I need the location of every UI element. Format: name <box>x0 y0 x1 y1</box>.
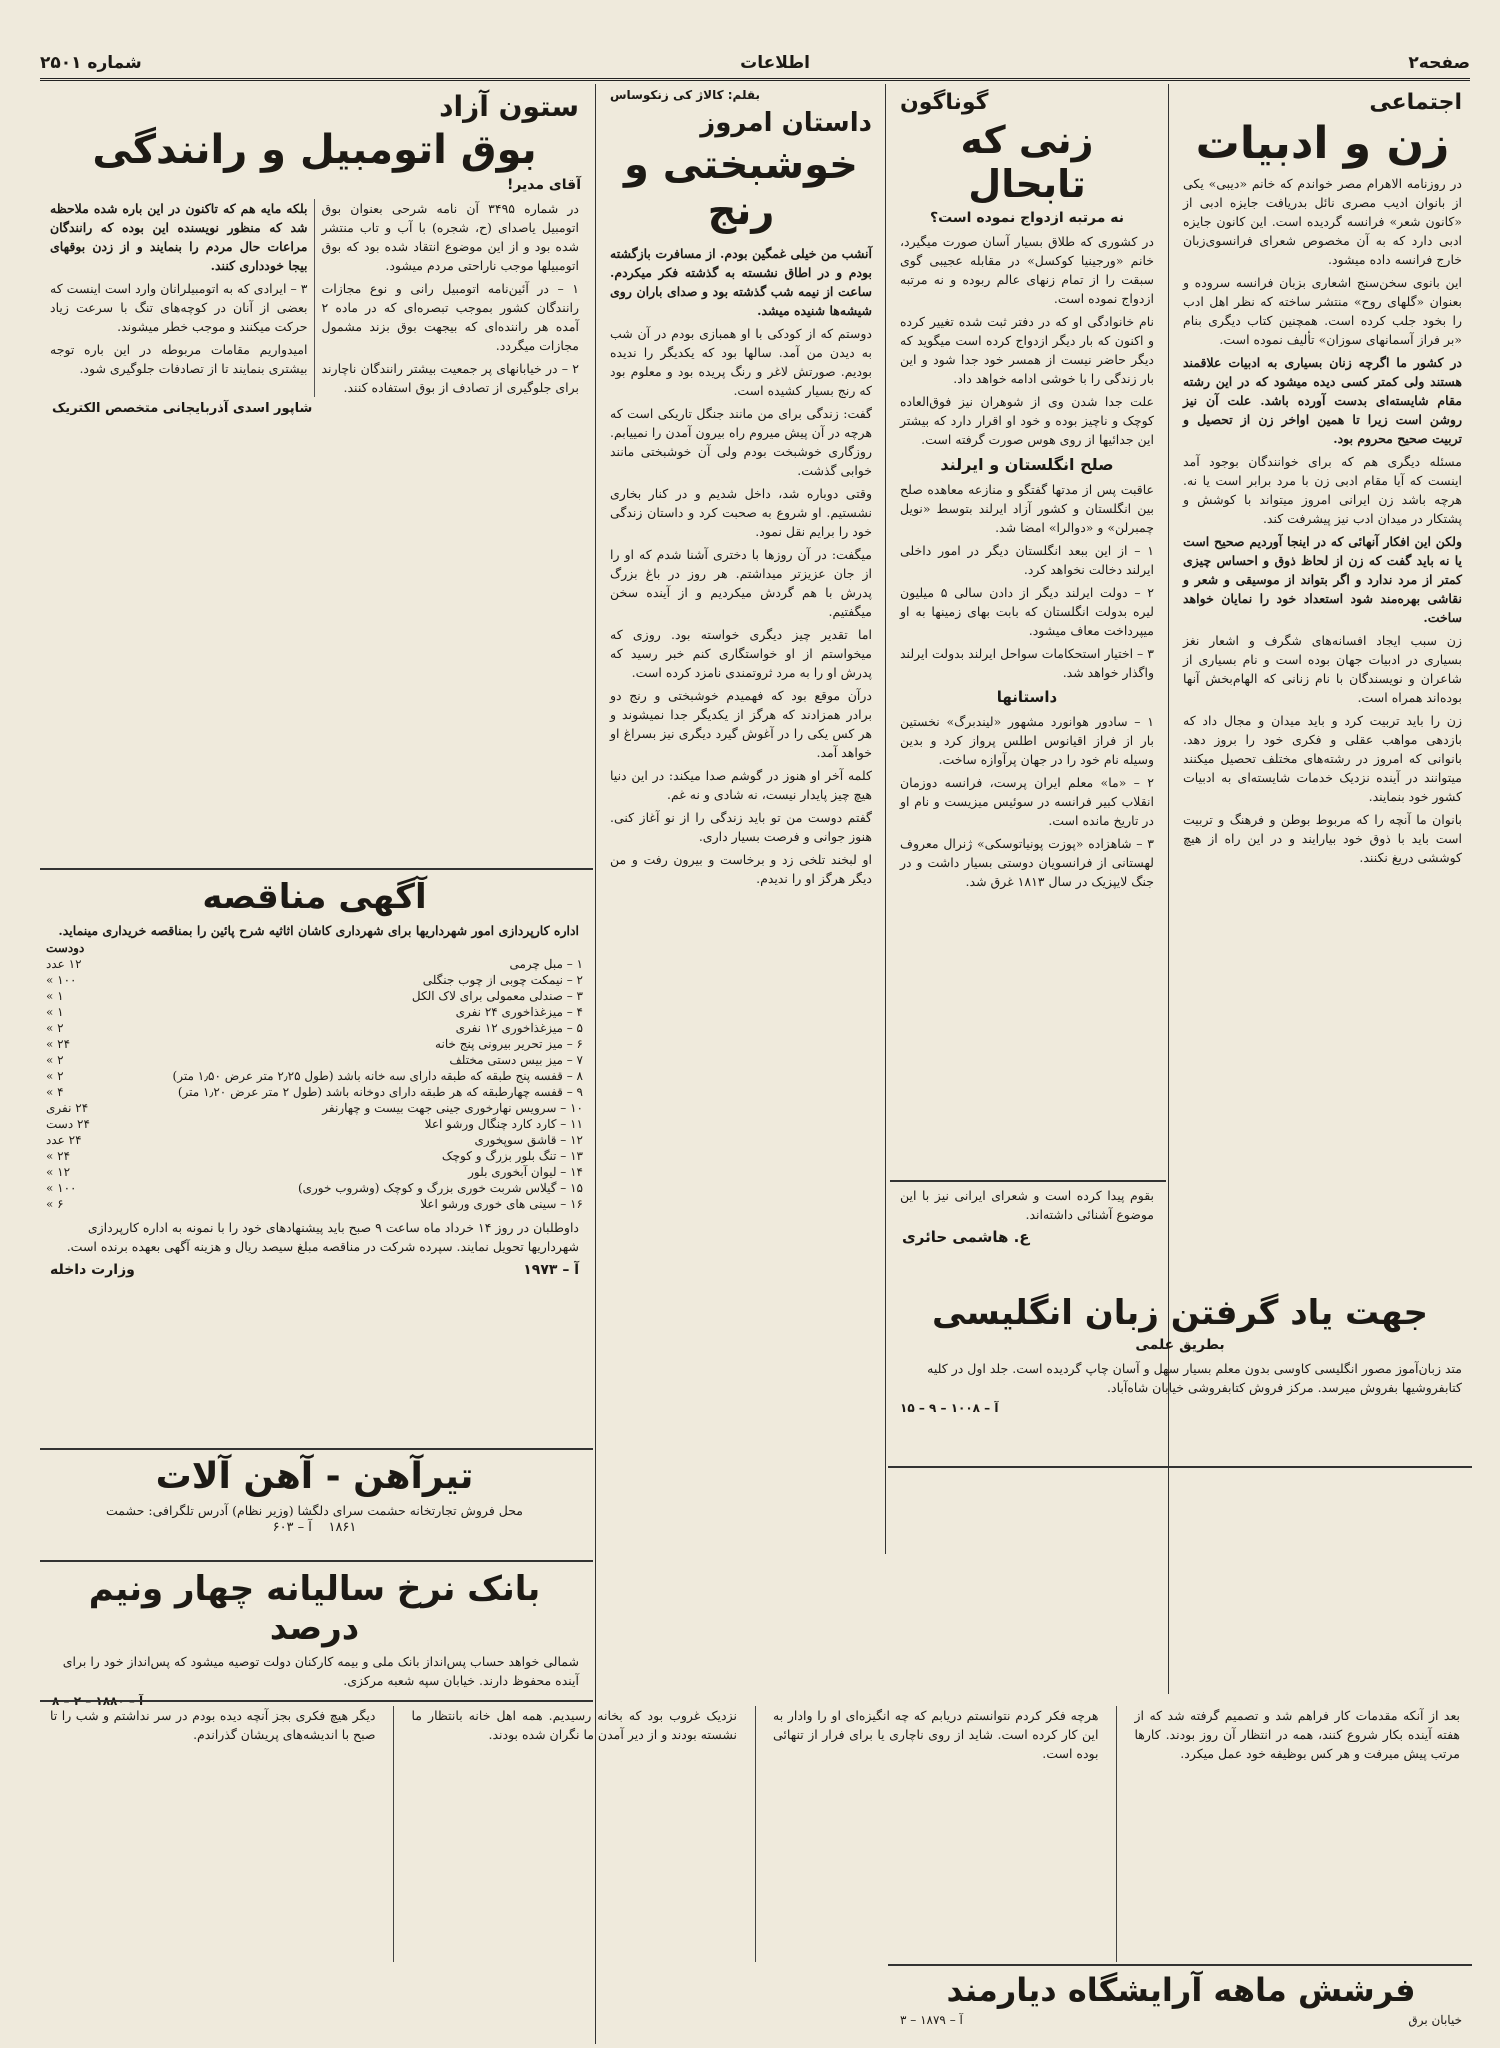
paragraph: وقتی دوباره شد، داخل شدیم و در کنار بخاری نشستیم. او شروع به صحبت کرد و داستان زندگی خود را برایم نقل نمود. <box>610 486 872 539</box>
paragraph: هرچه فکر کردم نتوانستم دریابم که چه انگیزه‌ای او را وادار به این کار کرده است. شاید از روی ناچاری یا برای فرار از تنهائی بوده است. <box>773 1708 1099 1761</box>
column-miscellany-footer <box>892 1186 1162 1286</box>
item-desc: ۱۵ – گیلاس شربت خوری بزرگ و کوچک (وشروب خوری) <box>297 1181 583 1196</box>
article-body <box>900 712 1154 891</box>
issue-label: شماره ۲۵۰۱ <box>40 53 142 73</box>
ad-code: آ – ۶۰۳ <box>272 1520 312 1536</box>
article-subtitle: نه مرتبه ازدواج نموده است؟ <box>929 210 1125 227</box>
paragraph: ولکن این افکار آنهائی که در اینجا آوردیم صحیح است یا نه باید گفت که زن از لحاظ ذوق و احساس چیزی کمتر از مرد ندارد و اگر بتواند از موسیقی و شعر و نقاشی بهره‌مند شود استعداد خود را نمایان خواهد ساخت. <box>1183 533 1462 625</box>
ad-intro: اداره کارپردازی امور شهرداریها برای شهرداری کاشان اثاثیه شرح پائین را بمناقصه خریداری مینماید. <box>58 923 579 939</box>
paragraph: زن را باید تربیت کرد و باید میدان و مجال داد که بازدهی مواهب عقلی و فکری خود را بروز دهد. بانوانی که امروز در رشته‌های مختلف تحصیل میکنند میتوانند در آینده نزدیک خدمات شایسته‌ای به ادبیات کشور خود بنمایند. <box>1183 712 1462 804</box>
paragraph: بعد از آنکه مقدمات کار فراهم شد و تصمیم گرفته شد که از هفته آینده بکار شروع کنند، همه در انتظار آن روز بودند. کارها مرتب پیش میرفت و هر کس بوظیفه خود عمل میکرد. <box>1134 1708 1460 1761</box>
paragraph: در روزنامه الاهرام مصر خواندم که خانم «دیبی» یکی از بانوان ادیب مصری نائل بدریافت جایزه ادبی از «کانون شعر» فرانسه گردیده است. این کانون جایزه ادبی دارد که به آن مخصوص شعرای فرانسوی‌زبان خارج فرانسه داده میشود. <box>1183 175 1462 267</box>
ad-address: خیابان برق <box>1408 2012 1462 2027</box>
masthead <box>40 48 1470 81</box>
section-divider <box>40 868 593 870</box>
ad-code: آ – ۱۹۷۳ <box>523 1262 579 1279</box>
paragraph: علت جدا شدن وی از شوهران نیز فوق‌العاده کوچک و ناچیز بوده و خود او اقرار دارد که بیشتر این جدائیها از روی هوس صورت گرفته است. <box>900 394 1154 448</box>
paragraph: زن سبب ایجاد افسانه‌های شگرف و اشعار نغز بسیاری در ادبیات جهان بوده است و نام بسیاری از شاعران و نویسندگان با نام زنانی که الهام‌بخش آنها بوده‌اند همراه است. <box>1183 632 1462 705</box>
paragraph: او لبخند تلخی زد و برخاست و بیرون رفت و من دیگر هرگز او را ندیدم. <box>610 852 872 886</box>
table-row <box>42 1052 587 1068</box>
section-divider <box>40 1700 593 1702</box>
item-desc: ۳ – صندلی معمولی برای لاک الکل <box>411 989 583 1004</box>
paragraph: آنشب من خیلی غمگین بودم. از مسافرت بازگشته بودم و در اطاق نشسته به گذشته فکر میکردم. ساعت از نیمه شب گذشته بود و صدای باران روی شیشه‌ها شنیده میشد. <box>610 246 872 318</box>
table-row <box>42 956 587 972</box>
story-author: بقلم: کالاژ کی زنکوساس <box>610 88 761 102</box>
paragraph: این بانوی سخن‌سنج اشعاری بزبان فرانسه سروده و بعنوان «گلهای روح» منتشر ساخته که نظر اهل ادب را بخود جلب کرده است. همچنین کتاب دیگری بنام «بر فراز آسمانهای سوزان» تألیف نموده است. <box>1183 274 1462 347</box>
item-desc: ۴ – میزغذاخوری ۲۴ نفری <box>455 1005 583 1020</box>
section-kicker: ستون آزاد <box>439 90 579 123</box>
paragraph: ۳ – شاهزاده «پوزت پونیاتوسکی» ژنرال معروف لهستانی از فرانسویان دوستی بسیار داشت و در جنگ لایپزیک در سال ۱۸۱۳ غرق شد. <box>900 836 1154 890</box>
section-kicker: اجتماعی <box>1369 90 1462 115</box>
ministry-name: وزارت داخله <box>50 1262 135 1279</box>
item-qty: ۲ » <box>46 1069 64 1084</box>
column-free <box>42 84 587 864</box>
item-desc: ۱ – مبل چرمی <box>509 957 583 972</box>
article-title: زن و ادبیات <box>1195 118 1450 169</box>
ad-code: آ – ۱۸۷۹ – ۳ <box>900 2012 963 2027</box>
ad-address: محل فروش تجارتخانه حشمت سرای دلگشا (وزیر نظام) آدرس تلگرافی: حشمت <box>106 1503 523 1519</box>
signature: شاپور اسدی آذربایجانی متخصص الکتریک <box>52 401 313 416</box>
paragraph: دیگر هیچ فکری بجز آنچه دیده بودم در سر نداشتم و شب را تا صبح با اندیشه‌های پریشان گذراندم. <box>50 1708 376 1742</box>
salutation: آقای مدیر! <box>506 177 581 193</box>
ad-code: آ – ۱۰۰۸ – ۹ – ۱۵ <box>900 1401 999 1416</box>
paragraph: ۱ – در آئین‌نامه اتومبیل رانی و نوع مجازات رانندگان کشور بموجب تبصره‌ای که در ماده ۲ آمده هر راننده‌ای که بیجهت بوق بزند مشمول مجازات میگردد. <box>321 281 579 353</box>
paragraph: ۲ – دولت ایرلند دیگر از دادن سالی ۵ میلیون لیره بدولت انگلستان که بابت بهای زمینها به او میپرداخت معاف میشود. <box>900 585 1154 639</box>
item-desc: ۵ – میزغذاخوری ۱۲ نفری <box>455 1021 583 1036</box>
article-title: بوق اتومبیل و رانندگی <box>92 127 537 173</box>
page-label: صفحه۲ <box>1408 53 1470 73</box>
continued-body <box>50 1706 1460 1763</box>
paragraph: در شماره ۳۴۹۵ آن نامه شرحی بعنوان بوق اتومبیل یاصدای (ح، شجره) با آب و تاب منتشر شده بود و از این موضوع انتقاد شده بود که بوق اتومبیلها موجب ناراحتی مردم میشود. <box>321 201 579 273</box>
item-qty: ۴ » <box>46 1085 64 1100</box>
paragraph: اما تقدیر چیز دیگری خواسته بود. روزی که میخواستم از او خواستگاری کنم خبر رسید که پدرش او را به مرد ثروتمندی نامزد کرده است. <box>610 627 872 680</box>
ad-contact <box>42 1520 587 1535</box>
paper-name: اطلاعات <box>740 53 810 73</box>
item-qty: ۲۴ عدد <box>46 1133 82 1148</box>
table-row <box>42 1020 587 1036</box>
item-qty: ۱ » <box>46 1005 64 1020</box>
table-row <box>42 988 587 1004</box>
ad-title: فرشش ماهه آرایشگاه دیارمند <box>946 1971 1416 2009</box>
paragraph: ۳ – ایرادی که به اتومبیلرانان وارد است اینست که بعضی از آنان در کوچه‌های تنگ با سرعت زیاد حرکت میکنند و موجب خطر میشوند. <box>50 281 308 334</box>
paragraph: بلکه مایه هم که تاکنون در این باره شده ملاحظه شد که منظور نویسنده این بوده که رانندگان مراعات حال مردم را بنمایند و از زدن بوقهای بیجا خودداری کنند. <box>50 201 308 273</box>
footer-note: بقوم پیدا کرده است و شعرای ایرانی نیز با این موضوع آشنائی داشته‌اند. <box>900 1188 1154 1222</box>
paragraph: امیدواریم مقامات مربوطه در این باره توجه بیشتری بنمایند تا از تصادفات جلوگیری شود. <box>50 342 308 376</box>
section-kicker: گوناگون <box>900 90 989 115</box>
table-row <box>42 1068 587 1084</box>
tender-items-table <box>42 940 587 1212</box>
ad-body: داوطلبان در روز ۱۴ خرداد ماه ساعت ۹ صبح باید پیشنهادهای خود را با نمونه به اداره کارپردازی شهرداریها تحویل نمایند. سپرده شرکت در مناقصه مبلغ سیصد ریال و هزینه آگهی بعهده برنده است. <box>66 1220 579 1255</box>
ad-title: آگهی مناقصه <box>202 877 427 917</box>
paragraph: میگفت: در آن روزها با دختری آشنا شدم که او را از جان عزیزتر میداشتم. هر روز در باغ بزرگ پدرش با هم گردش میکردیم و از آینده سخن میگفتیم. <box>610 547 872 619</box>
item-desc: ۹ – قفسه چهارطبقه که هر طبقه دارای دوخانه باشد (طول ۲ متر عرض ۱٫۲۰ متر) <box>177 1085 583 1100</box>
item-desc: ۱۳ – تنگ بلور بزرگ و کوچک <box>441 1149 583 1164</box>
item-qty: ۱۰۰ » <box>46 1181 77 1196</box>
bottom-continued-text <box>42 1706 1468 1962</box>
table-row <box>42 1132 587 1148</box>
salon-ad <box>892 1968 1470 2036</box>
ad-phone: ۱۸۶۱ <box>328 1520 357 1536</box>
table-row <box>42 1164 587 1180</box>
section-divider <box>888 1466 1472 1468</box>
english-ad <box>890 1290 1470 1460</box>
paragraph: گفت: زندگی برای من مانند جنگل تاریکی است که هرچه در آن پیش میروم راه بیرون آمدن را نمییابم. روزگاری خوشبخت بودم ولی آن خوشبختی مانند خوابی گذشت. <box>610 406 872 478</box>
paragraph: ۳ – اختیار استحکامات سواحل ایرلند بدولت ایرلند واگذار خواهد شد. <box>900 646 1154 681</box>
item-qty: ۲۴ دست <box>46 1117 90 1132</box>
ad-body: شمالی خواهد حساب پس‌انداز بانک ملی و بیمه کارکنان دولت توصیه میشود که پس‌انداز خود را برای آینده محفوظ دارند. خیابان سپه شعبه مرکزی. <box>62 1654 579 1689</box>
story-title: خوشبختی و رنج <box>624 142 858 234</box>
item-desc: ۲ – نیمکت چوبی از چوب جنگلی <box>422 973 583 988</box>
tender-ad <box>42 874 587 1444</box>
iron-ad <box>42 1452 587 1556</box>
item-qty: ۲۴ نفری <box>46 1101 89 1116</box>
ad-title: بانک نرخ سالیانه چهار ونیم درصد <box>88 1569 541 1649</box>
paragraph: ۱ – از این ببعد انگلستان دیگر در امور داخلی ایرلند دخالت نخواهد کرد. <box>900 543 1154 578</box>
table-row <box>42 1084 587 1100</box>
ad-subtitle: بطریق علمی <box>1135 1337 1225 1354</box>
table-row <box>42 1196 587 1212</box>
item-desc: ۱۶ – سینی های خوری ورشو اعلا <box>420 1197 583 1212</box>
article-title: زنی که تابحال <box>960 118 1094 206</box>
paragraph: ۱ – سادور هوانورد مشهور «لیندبرگ» نخستین بار از فراز اقیانوس اطلس پرواز کرد و بدین وسیله نام خود را در جهان پرآوازه ساخت. <box>900 714 1154 768</box>
item-desc: ۱۴ – لیوان آبخوری بلور <box>468 1165 583 1180</box>
section-heading: داستانها <box>996 688 1058 707</box>
item-qty: ۲۴ » <box>46 1149 71 1164</box>
table-row <box>42 1148 587 1164</box>
paragraph: دوستم که از کودکی با او همبازی بودم در آن شب به دیدن من آمد. سالها بود که یکدیگر را ندیده بودیم. صورتش لاغر و رنگ پریده بود و معلوم بود که رنج بسیار کشیده است. <box>610 326 872 398</box>
item-desc: ۸ – قفسه پنج طبقه که طبقه دارای سه خانه باشد (طول ۲٫۲۵ متر عرض ۱٫۵۰ متر) <box>172 1069 583 1084</box>
paragraph: عاقبت پس از مدتها گفتگو و منازعه معاهده صلح بین انگلستان و کشور آزاد ایرلند بتوسط «نویل چمبرلن» و «دوالرا» امضا شد. <box>900 482 1154 536</box>
paragraph: در کشوری که طلاق بسیار آسان صورت میگیرد، خانم «ورجینیا کوکسل» در مقابله عجیبی گوی سبقت را از تمام زنهای عالم ربوده و نه مرتبه ازدواج نموده است. <box>900 234 1154 307</box>
story-body <box>610 244 872 888</box>
table-row <box>42 972 587 988</box>
section-divider <box>890 1180 1166 1182</box>
paragraph: ۲ – در خیابانهای پر جمعیت بیشتر رانندگان ناچارند برای جلوگیری از تصادف از بوق استفاده کنند. <box>321 361 579 395</box>
item-qty: ۲ » <box>46 1053 64 1068</box>
article-body <box>1183 174 1462 867</box>
item-qty: ۱۲ عدد <box>46 957 82 972</box>
ad-title: جهت یاد گرفتن زبان انگلیسی <box>931 1293 1428 1333</box>
section-kicker: داستان امروز <box>700 108 872 138</box>
paragraph: کلمه آخر او هنوز در گوشم صدا میکند: در این دنیا هیچ چیز پایدار نیست، نه شادی و نه غم. <box>610 768 872 802</box>
table-row <box>42 1180 587 1196</box>
ad-title: تیرآهن - آهن آلات <box>155 1456 474 1497</box>
paragraph: درآن موقع بود که فهمیدم خوشبختی و رنج دو برادر همزادند که هرگز از یکدیگر جدا نمیشوند و هر کس یکی را در آغوش گیرد دیگری نیز بسراغ او خواهد آمد. <box>610 688 872 760</box>
table-row <box>42 1036 587 1052</box>
table-row <box>42 1004 587 1020</box>
table-row <box>42 1100 587 1116</box>
ad-footer <box>900 2013 1462 2027</box>
qty-header: دودست <box>46 941 85 956</box>
section-divider <box>40 1448 593 1450</box>
paragraph: نزدیک غروب بود که بخانه رسیدیم. همه اهل خانه بانتظار ما نشسته بودند و از دیر آمدن ما نگران شده بودند. <box>411 1708 737 1742</box>
section-divider <box>40 1560 593 1562</box>
item-desc: ۶ – میز تحریر بیرونی پنج خانه <box>435 1037 583 1052</box>
table-header-row <box>42 940 587 956</box>
article-body <box>900 232 1154 449</box>
ad-body: متد زبان‌آموز مصور انگلیسی کاوسی بدون معلم بسیار سهل و آسان چاپ گردیده است. جلد اول در کلیه کتابفروشیها بفروش میرسد. مرکز فروش کتابفروشی خیابان شاه‌آباد. <box>927 1361 1462 1396</box>
item-qty: ۱۲ » <box>46 1165 71 1180</box>
item-qty: ۶ » <box>46 1197 64 1212</box>
paragraph: ۲ – «ما» معلم ایران پرست، فرانسه دوزمان انقلاب کبیر فرانسه در سوئیس میزیست و نام او در تاریخ مانده است. <box>900 775 1154 829</box>
table-row <box>42 1116 587 1132</box>
item-desc: ۱۲ – قاشق سوپخوری <box>474 1133 583 1148</box>
paragraph: بانوان ما آنچه را که مربوط بوطن و فرهنگ و تربیت است باید با ذوق خود بیارایند و در این راه از هیچ کوششی دریغ نکنند. <box>1183 811 1462 865</box>
section-heading: صلح انگلستان و ایرلند <box>940 455 1114 475</box>
item-qty: ۲ » <box>46 1021 64 1036</box>
section-divider <box>888 1964 1472 1966</box>
article-body <box>900 480 1154 682</box>
item-desc: ۱۰ – سرویس نهارخوری جینی جهت بیست و چهارنفر <box>322 1101 583 1116</box>
column-divider <box>885 84 886 1554</box>
paragraph: گفتم دوست من تو باید زندگی را از نو آغاز کنی. هنوز جوانی و فرصت بسیار داری. <box>610 810 872 844</box>
paragraph: نام خانوادگی او که در دفتر ثبت شده تغییر کرده و اکنون که بار دیگر ازدواج کرده است میگوید که دیگر حاضر نیست از همسر خود جدا شود و این بار زندگی را با خوشی ادامه خواهد داد. <box>900 314 1154 387</box>
ad-footer <box>50 1262 579 1278</box>
item-qty: ۱ » <box>46 989 64 1004</box>
item-desc: ۷ – میز بیس دستی مختلف <box>449 1053 583 1068</box>
paragraph: مسئله دیگری هم که برای خوانندگان بوجود آمد اینست که آیا مقام ادبی زن با مرد برابر است یا نه. هرچه باشد زن ایرانی امروز میتواند با کوشش و پشتکار در میدان ادب نیز پیشرفت کند. <box>1183 453 1462 526</box>
item-qty: ۲۴ » <box>46 1037 71 1052</box>
item-desc: ۱۱ – کارد کارد چنگال ورشو اعلا <box>424 1117 583 1132</box>
column-story <box>602 84 880 1524</box>
item-qty: ۱۰۰ » <box>46 973 77 988</box>
paragraph: در کشور ما اگرچه زنان بسیاری به ادبیات علاقمند هستند ولی کمتر کسی دیده میشود که در این رشته مقام شایسته‌ای بدست آورده باشد. علت آن نیز روشن است زیرا تا همین اواخر زن از تحصیل و تربیت صحیح محروم بود. <box>1183 354 1462 446</box>
signature: ع. هاشمی حائری <box>902 1228 1030 1246</box>
article-body <box>50 199 579 397</box>
bank-ad <box>42 1566 587 1696</box>
